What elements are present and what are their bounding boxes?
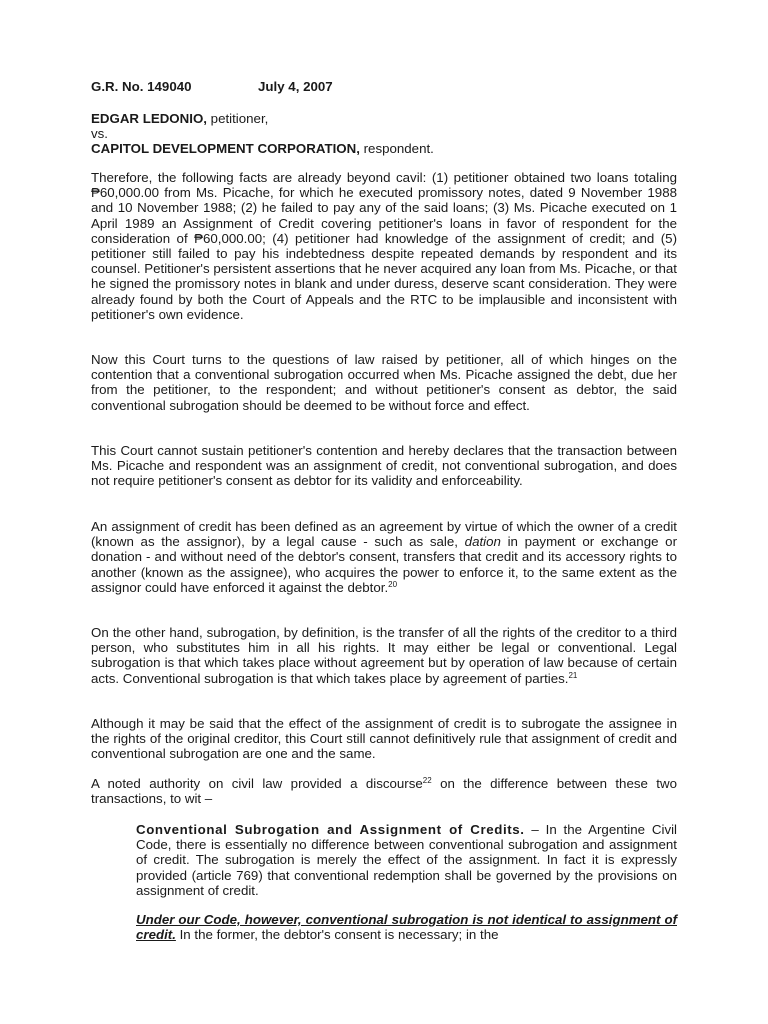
paragraph-facts (91, 170, 677, 322)
parties-block (91, 111, 677, 157)
petitioner-line (91, 111, 677, 126)
footnote-ref[interactable]: 20 (388, 579, 398, 589)
emphasis-dation: dation (464, 534, 501, 550)
block-quote-argentine-code (136, 822, 677, 898)
quote-heading: Conventional Subrogation and Assignment of Credits. (136, 822, 525, 837)
quote-emphasis: Under our Code, however, conventional subrogation is not identical to assignment of credit. (136, 912, 677, 943)
paragraph-text: A noted authority on civil law provided a discourse (91, 776, 423, 791)
paragraph-court-ruling (91, 443, 677, 489)
paragraph-text: Therefore, the following facts are already beyond cavil: (1) petitioner obtained two loans totaling ₱60,000.00 from Ms. Picache, for which he executed promissory notes, dated 9 November 1988 and 10 November 1988; (2) he failed to pay any of the said loans; (3) Ms. Picache executed on 1 April 1989 an Assignment of Credit covering petitioner's loans in favor of respondent for the consideration of ₱60,000.00; (4) petitioner had knowledge of the assignment of credit; and (5) petitioner still failed to pay his indebtedness despite repeated demands by respondent and its counsel. Petitioner's persistent assertions that he never acquired any loan from Ms. Picache, or that he signed the promissory notes in blank and under duress, deserve scant consideration. They were already found by both the Court of Appeals and the RTC to be implausible and inconsistent with petitioner's own evidence. (91, 170, 677, 322)
paragraph-text: Now this Court turns to the questions of law raised by petitioner, all of which hinges on the contention that a conventional subrogation occurred when Ms. Picache assigned the debt, due her from the petitioner, to the respondent; and without petitioner's consent as debtor, the said conventional subrogation should be deemed to be without force and effect. (91, 352, 677, 413)
versus-label: vs. (91, 126, 108, 142)
quote-text: – In the Argentine Civil Code, there is essentially no difference between conventional subrogation and assignment of credit. The subrogation is merely the effect of the assignment. In fact it is expressly provided (article 769) that conventional redemption shall be governed by the provisions on assignment of credit. (136, 822, 677, 898)
respondent-role: respondent. (359, 141, 434, 157)
petitioner-name: EDGAR LEDONIO, (91, 111, 207, 126)
footnote-ref[interactable]: 21 (568, 670, 578, 680)
footnote-ref[interactable]: 22 (422, 776, 432, 785)
decision-date: July 4, 2007 (258, 79, 333, 94)
paragraph-effect-of-assignment (91, 716, 677, 762)
paragraph-text: This Court cannot sustain petitioner's contention and hereby declares that the transaction between Ms. Picache and respondent was an assignment of credit, not conventional subrogation, and does not require petitioner's consent as debtor for its validity and enforceability. (91, 443, 677, 489)
case-number-line (91, 79, 333, 94)
paragraph-subrogation-definition (91, 625, 677, 686)
quote-text: In the former, the debtor's consent is necessary; in the (175, 927, 499, 943)
paragraph-discourse-intro (91, 776, 677, 806)
paragraph-text: An assignment of credit has been defined as an agreement by virtue of which the owner of a credit (known as the assignor), by a legal cause - such as sale, (91, 519, 677, 550)
paragraph-text: on the difference between these two transactions, to wit – (91, 776, 677, 807)
respondent-line (91, 141, 677, 156)
block-quote-our-code (136, 912, 677, 942)
respondent-name: CAPITOL DEVELOPMENT CORPORATION, (91, 141, 360, 157)
gr-number: G.R. No. 149040 (91, 79, 192, 94)
petitioner-role: petitioner, (206, 111, 269, 126)
paragraph-text: in payment or exchange or donation - and without need of the debtor's consent, transfers that credit and its accessory rights to another (known as the assignee), who acquires the power to enforce it, to the same extent as the assignor could have enforced it against the debtor. (91, 534, 677, 595)
paragraph-text: Although it may be said that the effect of the assignment of credit is to subrogate the assignee in the rights of the original creditor, this Court still cannot definitively rule that assignment of credit and conventional subrogation are one and the same. (91, 716, 677, 762)
paragraph-assignment-definition (91, 519, 677, 595)
paragraph-questions-of-law (91, 352, 677, 413)
paragraph-text: On the other hand, subrogation, by definition, is the transfer of all the rights of the creditor to a third person, who substitutes him in all his rights. It may either be legal or conventional. Legal subrogation is that which takes place without agreement but by operation of law because of certain acts. Conventional subrogation is that which takes place by agreement of parties. (91, 625, 677, 686)
